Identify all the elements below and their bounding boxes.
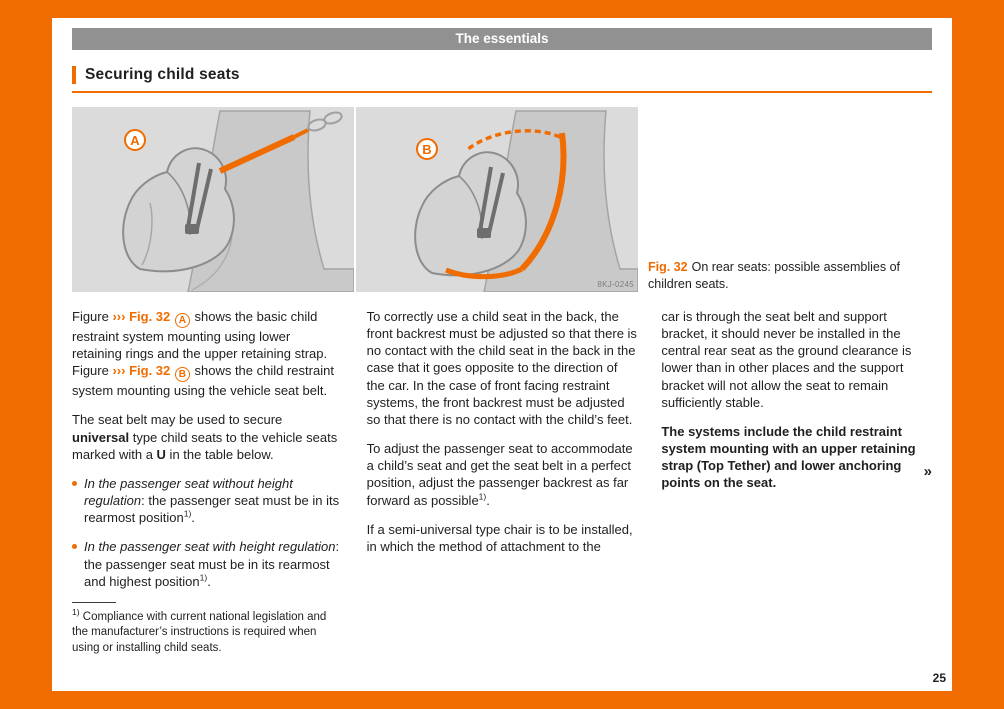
figure-caption-text: On rear seats: possible assemblies of children seats. [648,260,901,291]
footnote-divider [72,602,116,603]
child-seat-drawing-a [72,107,354,292]
body-paragraph: car is through the seat belt and support bracket, it should never be installed in the central rear seat as the ground clearance is lower than in other places and the support bracket will not allow the seat to remain sufficiently stable. [661,309,912,410]
footnote-text: $^{1)}$ Compliance with current national legislation and the manufacturer’s instructions is required when using or installing child seats. [72,607,327,654]
body-columns [72,308,932,682]
page-number: 25 [932,671,946,685]
section-title: Securing child seats [72,66,932,84]
figure-panels [72,107,638,292]
column-2 [367,308,638,682]
column-1 [72,308,343,682]
column-3 [661,308,932,682]
figure-panel-a [72,107,354,292]
section-heading-block [72,66,932,93]
body-paragraph-bold: The systems include the child restraint system mounting with an upper retaining strap (Top Tether) and lower anchoring points on the seat. [661,423,916,491]
bullet-list [72,475,343,602]
body-paragraph: Figure ››› Fig. 32 A shows the basic child restraint system mounting using lower retaining rings and the upper retaining strap. Figure ››› Fig. 32 B shows the child restraint system mounting using the vehicle seat belt. [72,309,334,399]
bold-note-wrap [661,423,932,492]
panel-a-badge: A [124,129,146,151]
figure-caption-label: Fig. 32 [648,260,688,274]
figure-reference-code: 8KJ-0245 [597,280,634,289]
bullet-item: In the passenger seat without height regulation: the passenger seat must be in its rearmost position$^{1)}$. [72,475,343,526]
chapter-header-band: The essentials [72,28,932,50]
body-paragraph: If a semi-universal type chair is to be installed, in which the method of attachment to the [366,521,633,554]
body-paragraph: To correctly use a child seat in the back, the front backrest must be adjusted so that there is no contact with the child seat in the back in the case that it goes opposite to the direction of the car. In the case of front facing restraint systems, the front backrest must be adjusted so that there is no contact with the child’s feet. [366,309,637,427]
footnote-block [72,602,343,683]
continuation-chevron: » [923,462,933,480]
bullet-item: In the passenger seat with height regulation: the passenger seat must be in its rearmost and highest position$^{1)}$. [72,538,343,589]
figure-caption [638,107,932,292]
body-paragraph: To adjust the passenger seat to accommodate a child’s seat and get the seat belt in a perfect position, adjust the passenger backrest as far forward as possible$^{1)}$. [366,441,633,508]
figure-32 [72,107,932,292]
body-paragraph: The seat belt may be used to secure universal type child seats to the vehicle seats marked with a U in the table below. [72,412,338,462]
panel-b-badge: B [416,138,438,160]
figure-panel-b [356,107,638,292]
child-seat-drawing-b [356,107,638,292]
page [52,18,952,691]
